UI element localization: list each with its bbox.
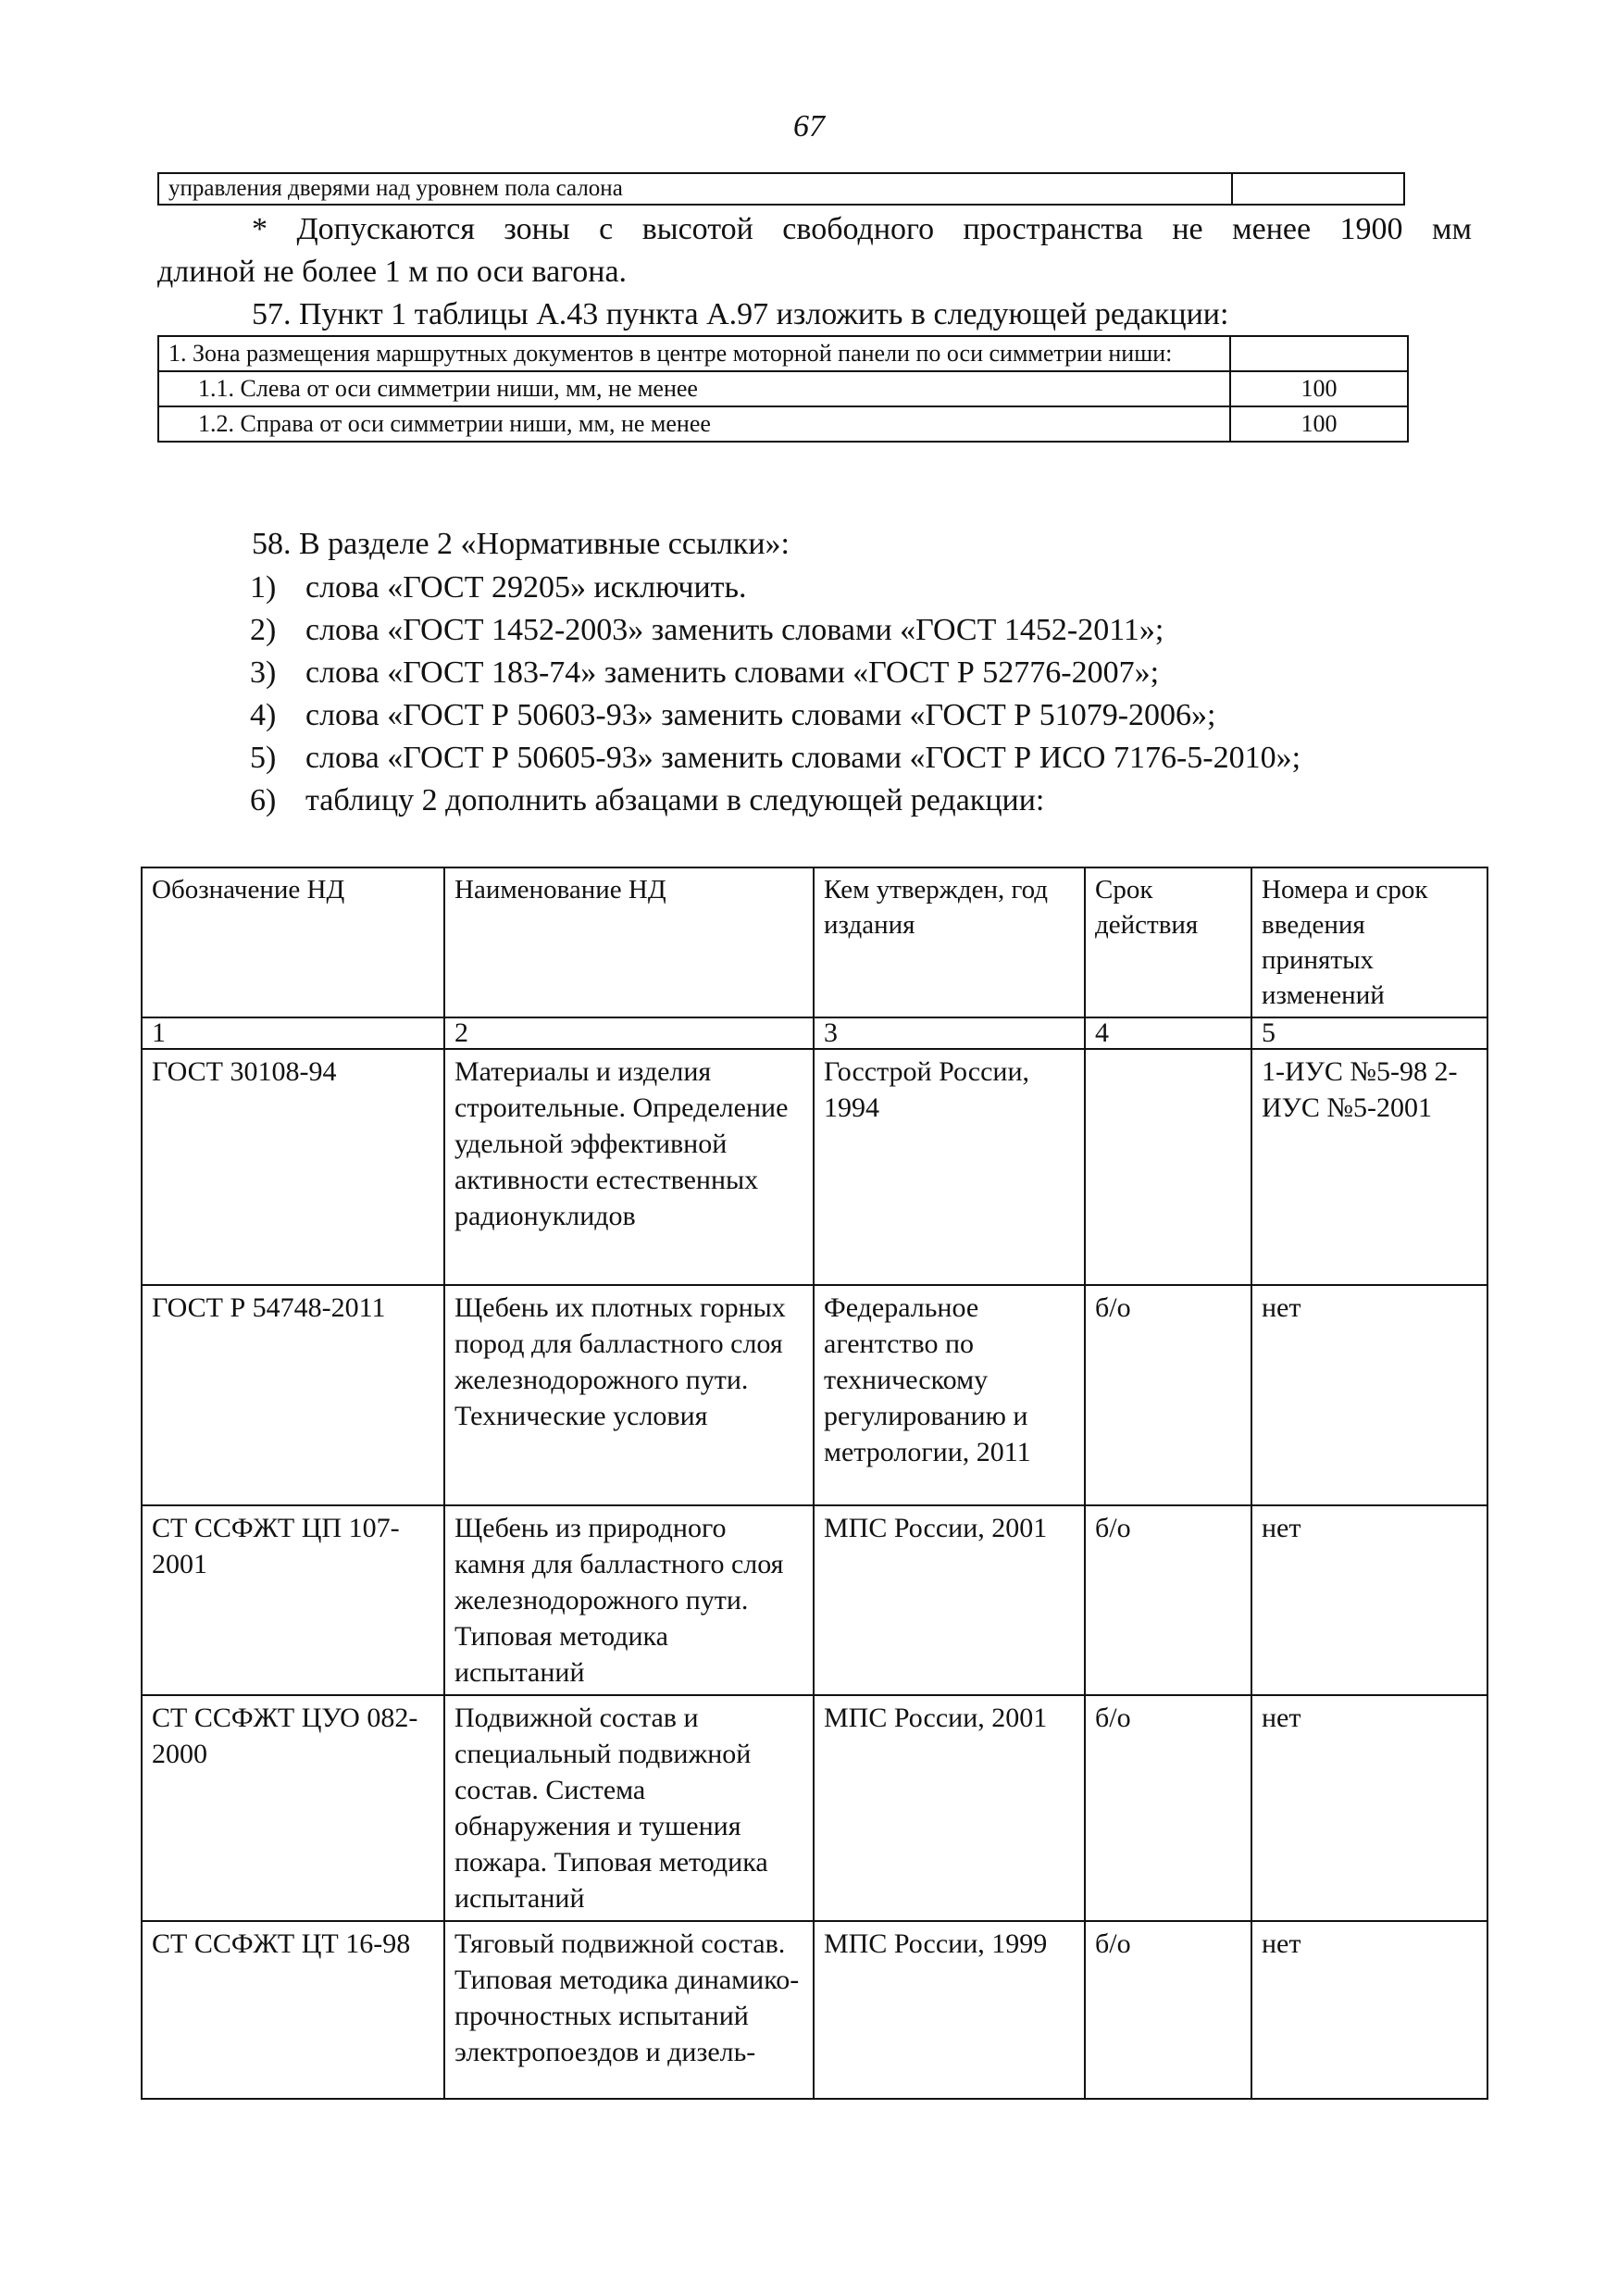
table-row: [142, 1285, 1487, 1505]
list-item-number: 4): [250, 698, 277, 732]
list-item-text: таблицу 2 дополнить абзацами в следующей редакции:: [305, 783, 1045, 817]
nd-name: Щебень их плотных горных пород для балластного слоя железнодорожного пути. Технические условия: [444, 1285, 814, 1505]
nd-name: Подвижной состав и специальный подвижной состав. Система обнаружения и тушения пожара. Типовая методика испытаний: [444, 1695, 814, 1921]
note-line-2: длиной не более 1 м по оси вагона.: [157, 255, 628, 289]
list-item-text: слова «ГОСТ Р 50605-93» заменить словами «ГОСТ Р ИСО 7176-5-2010»;: [305, 741, 1301, 775]
nd-approved-by: МПС России, 2001: [814, 1695, 1085, 1921]
column-header: Обозначение НД: [142, 867, 444, 1017]
table-row: [142, 1695, 1487, 1921]
continuation-row-value: [1231, 174, 1403, 204]
column-header: Кем утвержден, год издания: [814, 867, 1085, 1017]
nd-approved-by: Федеральное агентство по техническому регулированию и метрологии, 2011: [814, 1285, 1085, 1505]
table-a43: [157, 335, 1409, 443]
nd-term: б/о: [1085, 1921, 1251, 2099]
list-item: [250, 609, 1301, 652]
item-57-text: 57. Пункт 1 таблицы А.43 пункта А.97 изложить в следующей редакции:: [252, 297, 1229, 331]
column-number: 2: [444, 1017, 814, 1049]
list-item-number: 2): [250, 613, 277, 647]
table-row: [142, 1505, 1487, 1695]
list-item-text: слова «ГОСТ Р 50603-93» заменить словами «ГОСТ Р 51079-2006»;: [305, 698, 1216, 732]
continuation-row-text: управления дверями над уровнем пола салона: [168, 176, 623, 201]
continuation-table-row: [157, 172, 1405, 206]
list-item-number: 5): [250, 741, 277, 775]
nd-name: Щебень из природного камня для балластного слоя железнодорожного пути. Типовая методика испытаний: [444, 1505, 814, 1695]
nd-changes: нет: [1251, 1921, 1487, 2099]
table-row: [158, 371, 1408, 406]
nd-term: б/о: [1085, 1285, 1251, 1505]
nd-code: ГОСТ 30108-94: [142, 1049, 444, 1285]
table-row: [158, 406, 1408, 442]
list-item: [250, 694, 1301, 737]
column-header: Наименование НД: [444, 867, 814, 1017]
item-58-heading: 58. В разделе 2 «Нормативные ссылки»:: [252, 527, 790, 561]
table-a43-row-text: 1.1. Слева от оси симметрии ниши, мм, не менее: [158, 371, 1230, 406]
nd-changes: нет: [1251, 1695, 1487, 1921]
table-a43-row-text: 1.2. Справа от оси симметрии ниши, мм, не менее: [158, 406, 1230, 442]
nd-term: б/о: [1085, 1505, 1251, 1695]
table-a43-row-value: 100: [1230, 406, 1408, 442]
column-number: 5: [1251, 1017, 1487, 1049]
column-number: 3: [814, 1017, 1085, 1049]
table-a43-row-value: 100: [1230, 371, 1408, 406]
nd-code: СТ ССФЖТ ЦУО 082-2000: [142, 1695, 444, 1921]
nd-changes: 1-ИУС №5-98 2-ИУС №5-2001: [1251, 1049, 1487, 1285]
table-row: [142, 1049, 1487, 1285]
list-item-text: слова «ГОСТ 29205» исключить.: [305, 570, 747, 605]
nd-approved-by: МПС России, 2001: [814, 1505, 1085, 1695]
column-header: Срок действия: [1085, 867, 1251, 1017]
nd-code: СТ ССФЖТ ЦТ 16-98: [142, 1921, 444, 2099]
table-header-row: [142, 867, 1487, 1017]
item-58-list: [250, 567, 1301, 822]
nd-code: СТ ССФЖТ ЦП 107-2001: [142, 1505, 444, 1695]
list-item: [250, 780, 1301, 822]
nd-name: Материалы и изделия строительные. Определение удельной эффективной активности естественных радионуклидов: [444, 1049, 814, 1285]
table-a43-row-text: 1. Зона размещения маршрутных документов в центре моторной панели по оси симметрии ниши:: [158, 336, 1230, 371]
nd-changes: нет: [1251, 1505, 1487, 1695]
nd-name: Тяговый подвижной состав. Типовая методика динамико-прочностных испытаний электропоездов и дизель-: [444, 1921, 814, 2099]
list-item-text: слова «ГОСТ 1452-2003» заменить словами «ГОСТ 1452-2011»;: [305, 613, 1164, 647]
list-item: [250, 567, 1301, 609]
table-row: [142, 1921, 1487, 2099]
column-number: 4: [1085, 1017, 1251, 1049]
list-item-text: слова «ГОСТ 183-74» заменить словами «ГОСТ Р 52776-2007»;: [305, 655, 1160, 690]
nd-term: б/о: [1085, 1695, 1251, 1921]
list-item-number: 3): [250, 655, 277, 690]
nd-changes: нет: [1251, 1285, 1487, 1505]
column-header: Номера и срок введения принятых изменений: [1251, 867, 1487, 1017]
page-number: 67: [793, 109, 825, 144]
nd-term: [1085, 1049, 1251, 1285]
table-row: [158, 336, 1408, 371]
nd-approved-by: МПС России, 1999: [814, 1921, 1085, 2099]
list-item: [250, 737, 1301, 780]
table-a43-row-value: [1230, 336, 1408, 371]
note-line-1: * Допускаются зоны с высотой свободного пространства не менее 1900 мм: [252, 212, 1472, 246]
column-number: 1: [142, 1017, 444, 1049]
list-item: [250, 652, 1301, 694]
list-item-number: 1): [250, 570, 277, 605]
list-item-number: 6): [250, 783, 277, 817]
nd-code: ГОСТ Р 54748-2011: [142, 1285, 444, 1505]
normative-references-table: [141, 867, 1488, 2100]
nd-approved-by: Госстрой России, 1994: [814, 1049, 1085, 1285]
column-number-row: [142, 1017, 1487, 1049]
